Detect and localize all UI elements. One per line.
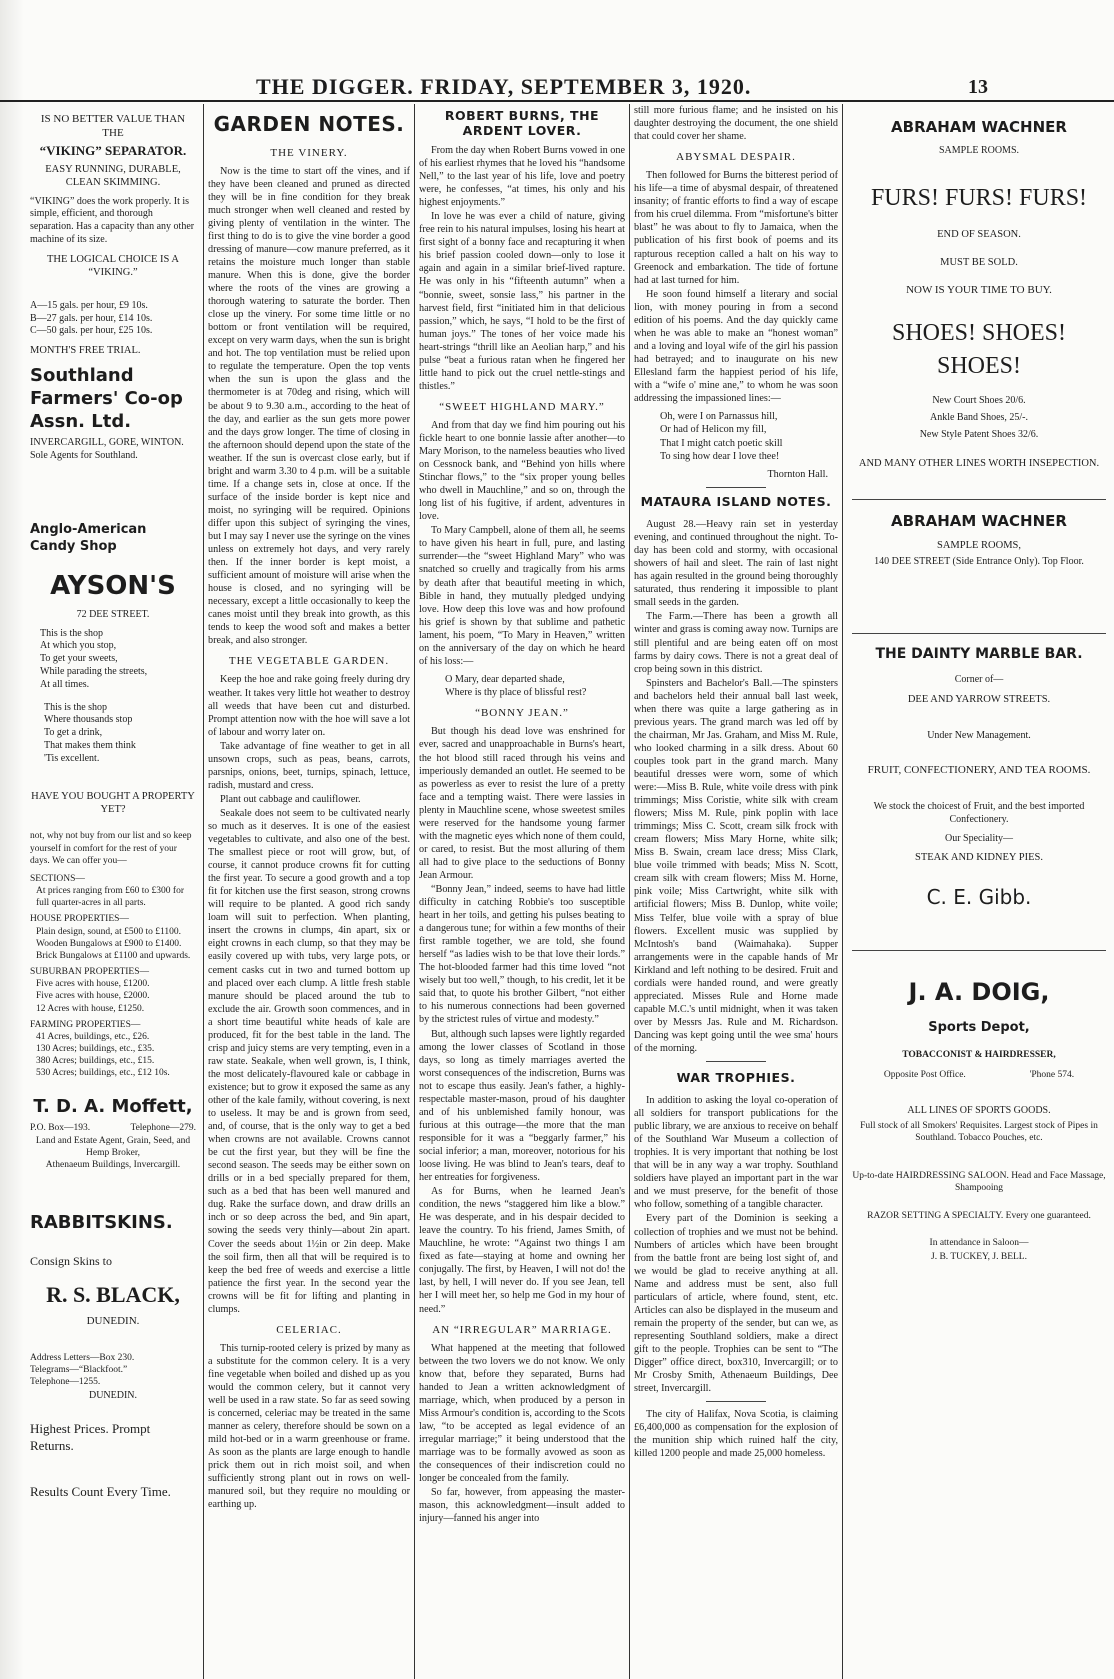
paragraph: still more furious flame; and he insisted on his daughter destroying the document, the one shield that could cover her shame. [634,105,838,143]
column-rule [203,104,204,1679]
paragraph: Plant out cabbage and cauliflower. [220,793,361,805]
viking-tagline: EASY RUNNING, DURABLE, CLEAN SKIMMING. [45,163,181,189]
must-sold: MUST BE SOLD. [940,256,1018,268]
section-subhead: “BONNY JEAN.” [475,707,569,720]
list-item: 41 Acres, buildings, etc., £26. [36,1031,150,1042]
shoes-headline: SHOES! SHOES! SHOES! [891,320,1067,379]
paragraph: Every part of the Dominion is seeking a collection of trophies and we must not be behind. Numbers of articles which have been brought from the battle front are being lost sight of, and we would be glad to receive anything at all. Name and address must be sent, also full particulars of article, where found, stent, etc. Articles can also be displayed in the museum and remain the property of the sender, but can we, as representing Southland soldiers, make a direct gift to the people. Trophies can be sent to “The Digger” office direct, box310, Invercargill; or to Mr Crosby Smith, Athenaeum Buildings, Dee street, Invercargill. [634,1213,838,1395]
divider [706,1401,766,1402]
list-item: Five acres with house, £1200. [36,979,150,990]
free-trial: MONTH'S FREE TRIAL. [30,345,141,357]
masthead [0,74,1114,100]
streets: DEE AND YARROW STREETS. [907,693,1051,705]
paragraph: From the day when Robert Burns vowed in one of his earliest rhymes that he loved his “handsome Nell,” to the last year of his life, love and poetry were, he confesses, “at times, his only and his highest enjoyments.” [419,145,625,209]
verse-line: While parading the streets, [40,666,148,678]
sections-text: At prices ranging from £60 to £300 for full quarter-acres in all parts. [36,886,185,909]
paragraph: And from that day we find him pouring out his fickle heart to one bonnie lassie after another—to Mary Morison, to the nameless beauties who lived on Cessnock bank, and “Behind yon hills where Stinchar flows,” to the “six proper young belles who dwell in Mauchline,” and so on, through the long list of his fugitive, if ardent, adventures in love. [419,419,625,523]
aysons: AYSON'S [50,570,176,601]
verse-line: That makes them think [44,740,136,751]
verse-line: This is the shop [44,701,108,713]
contact-line: Telephone—1255. [30,1377,101,1388]
wachner-name-2: ABRAHAM WACHNER [891,511,1067,530]
time-to-buy: NOW IS YOUR TIME TO BUY. [906,284,1052,297]
moffett-contact [30,1122,196,1134]
suburban-list [30,978,196,1014]
phone: 'Phone 574. [1029,1069,1075,1080]
paragraph: Then followed for Burns the bitterest period of his life—a time of abysmal despair, of threatened insanity; of frantic efforts to find a way of escape from his cruel dilemma. From “misfortune's bitter blast” he was about to fly to Jamaica, when the publication of his first book of poems and its rapturous reception called a halt on his way to Greenock and embarkation. The tide of fortune had at last turned for him. [634,170,838,286]
shoe-line: New Style Patent Shoes 32/6. [919,429,1039,441]
divider [706,1061,766,1062]
paragraph: The Farm.—There has been a growth all winter and grass is coming away now. Turnips are still plentiful and are being eaten off on most farms by dairy cows. There is not a great deal of crop being sown in this district. [634,611,838,675]
consign: Consign Skins to [30,1254,113,1269]
contact-line: Address Letters—Box 230. [30,1352,135,1363]
news-column [634,104,838,1676]
list-item: Brick Bungalows at £1100 and upwards. [36,950,191,961]
verse-line: 'Tis excellent. [44,752,100,764]
farmers-name: Southland Farmers' Co-op Assn. Ltd. [30,364,183,433]
burns-article [419,104,625,1676]
poem-line: Or had of Helicon my fill, [660,424,767,436]
aysons-verse1 [30,628,196,692]
paragraph: Seakale does not seem to be cultivated nearly so much as it deserves. It is one of the easiest vegetables to cultivate, and also one of the best. The smallest piece or root will grow, but, of course, it cannot produce crowns fit for cutting the first year. To secure a good growth and a top fit for kitchen use the first season, strong crowns will require to be planted. A good rich sandy loam will suit to perfection. When planting, insert the crowns in clumps, 4in apart, six or eight crowns in each clump, so that they may be easily covered up with tubs, very large pots, or cement casks cut in two and turned bottom up and placed over each clump. A little fresh stable manure should be placed around the tub to exclude the air. Growth soon commences, and in a short time beautiful white heads of kale are produced, fit for the best table in the land. The crisp and juicy stems are very tempting, even in a raw state. Seakale, when well grown, is, I think, the most delicately-flavoured kale or cabbage in existence; but to grow it exposed the same as any other of the kale family, without covering, is next to useless. It may be and is grown from seed, and, of course, that is the only way to get a bed when crowns are not available. Crowns cannot be cut the first year, but they will be fine the second season. The seeds may be either sown on drills or in a bed specially prepared for them, such as a bed that has been well manured and dug. Rake the surface down, and draw drills an inch or so deep across the bed, and 9in apart, sowing the seeds very thinly—about 2in apart. Cover the seeds about 1½in or 2in deep. Make the soil firm, then all that will be required is to keep the bed free of weeds and exercise a little patience the first year. In the second year the crowns will be fit for lifting and planting in clumps. [208,807,410,1315]
fruit-rooms: FRUIT, CONFECTIONERY, AND TEA ROOMS. [867,763,1091,776]
poem-line: That I might catch poetic skill [660,437,783,449]
corner-of: Corner of— [954,673,1004,685]
viking-name: “VIKING” SEPARATOR. [39,143,187,159]
verse-line: To get a drink, [44,727,103,739]
list-item: Plain design, sound, at £500 to £1100. [36,926,182,937]
farming-list [30,1031,196,1080]
viking-sizes [30,300,196,338]
viking-body: “VIKING” does the work properly. It is simple, efficient, and thorough separation. Has a capacity than any other machine of its size. [30,195,195,246]
gibb-name: C. E. Gibb. [926,884,1032,909]
black-contacts [30,1352,196,1388]
furs-headline: FURS! FURS! FURS! [870,184,1088,211]
verse-line: At all times. [40,678,90,690]
aysons-verse2 [30,702,196,766]
list-item: 530 Acres; buildings, etc., £12 10s. [36,1068,170,1079]
black-name: R. S. BLACK, [46,1282,180,1308]
size-row: C—50 gals. per hour, £25 10s. [30,325,153,337]
many-other-lines: AND MANY OTHER LINES WORTH INSEPECTION. [858,458,1100,470]
column-rule [414,104,415,1679]
page-number: 13 [968,76,988,98]
poem-excerpt [634,410,838,463]
moffett-addr: Athenaeum Buildings, Invercargill. [45,1159,181,1170]
section-subhead: THE VINERY. [270,146,348,159]
viking-intro: IS NO BETTER VALUE THAN THE [40,113,186,140]
list-item: Wooden Bungalows at £900 to £1400. [36,938,182,949]
sample-rooms: SAMPLE ROOMS. [938,145,1020,157]
size-row: B—27 gals. per hour, £14 10s. [30,312,153,324]
right-ad-column [842,104,1114,1676]
opposite-post-office: Opposite Post Office. [883,1069,966,1080]
paragraph: As for Burns, when he learned Jean's condition, the news “staggered him like a blow.” He was desperate, and in his despair decided to leave the country. To his friend, James Smith, of Mauchline, he wrote: “Against two things I am fixed as fate—staying at home and owning her conjugally. The first, by Heaven, I will not do! the last, by hell, I will never do. If you see Jean, tell her I will meet her, so help me God in my hour of need.” [419,1186,625,1315]
end-season: END OF SEASON. [937,229,1021,241]
list-item: 12 Acres with house, £1250. [36,1003,145,1014]
poem-line: Where is thy place of blissful rest? [445,687,587,699]
section-subhead: AN “IRREGULAR” MARRIAGE. [432,1323,612,1336]
poem-line: O Mary, dear departed shade, [445,673,565,685]
masthead-title: THE DIGGER. FRIDAY, SEPTEMBER 3, 1920. [256,74,752,99]
moffett-box: P.O. Box—193. [30,1123,91,1134]
saloon: Up-to-date HAIRDRESSING SALOON. Head and Face Massage, Shampooing [852,1171,1106,1194]
farming-head: FARMING PROPERTIES— [30,1019,141,1030]
paragraph: Keep the hoe and rake going freely during dry weather. It takes very little hot weather to destroy all weeds that have been cut and disturbed. Prompt attention now with the hoe will save a lot of labour and worry later on. [208,674,410,738]
garden-notes-article [208,104,410,1676]
speciality: Our Speciality— [944,832,1014,844]
property-intro: not, why not buy from our list and so keep yourself in comfort for the rest of your days. We can offer you— [30,831,192,866]
attendance: In attendance in Saloon— [929,1237,1029,1248]
shoe-line: Ankle Band Shoes, 25/-. [929,412,1029,424]
smokers: Full stock of all Smokers' Requisites. Largest stock of Pipes in Southland. Tobacco Pouches, etc. [860,1120,1098,1144]
dainty-marble-bar: THE DAINTY MARBLE BAR. [875,645,1083,662]
poem-excerpt [419,673,625,700]
doig-name: J. A. DOIG, [908,978,1050,1007]
steak-pies: STEAK AND KIDNEY PIES. [915,852,1043,864]
list-item: 380 Acres; buildings, etc., £15. [36,1056,155,1067]
black-city2: DUNEDIN. [88,1390,138,1402]
paragraph: But though his dead love was enshrined for ever, sacred and unapproachable in Burns's heart, the hot blood still raced through his veins and imperiously demanded an outlet. He seemed to be as powerless as ever to resist the lure of a pretty face and a tempting waist. There were lassies in plenty in Mauchline scene, whose sweetest smiles were reserved for the handsome young farmer with the magnetic eyes which none of them could, or cared, to resist. But the most alluring of them all had to give place to the seductions of Bonny Jean Armour. [419,726,625,881]
column-rule [629,104,630,1679]
article-heading: MATAURA ISLAND NOTES. [640,494,832,510]
paragraph: Spinsters and Bachelor's Ball.—The spinsters and bachelors held their annual ball last week, when there was quite a large gathering as in previous years. The grand march was led off by the chairman, Mr Jas. Graham, and Miss M. Rule, who looked charming in a silk dress. About 60 couples took part in the grand march. Many beautiful dresses were worn, some of which were:—Miss B. Rule, white voile dress with pink trimmings; Miss Coristie, white silk with cream flowers; Miss M. Rule, pink poplin with lace trimmings; Miss C. Scott, cream silk frock with cream flowers; Miss Mary Horne, white silk; Miss B. Swain, cream lace dress; Miss Clark, blue voile trimmed with beads; Miss N. Scott, cream silk with cream flowers; Miss M. Horne, pink voile; Miss Cartwright, white silk with artificial flowers; Miss B. Dunlop, white voile; Miss Telfer, blue voile with a spray of blue flowers. Excellent music was supplied by McIntosh's band (Waimahaka). Supper arrangements were in the capable hands of Mr Kirkland and left nothing to be desired. Fruit and cordials were handed round, and were greatly appreciated. Misses Rule and Horne made capable M.C.'s until midnight, when it was taken over by Messrs Jas. Rule and M. Richardson. Dancing was kept going until the wee sma' hours of the morning. [634,677,838,1054]
list-item: 130 Acres; buildings, etc., £35. [36,1043,155,1054]
farmers-agents: Sole Agents for Southland. [30,449,138,461]
paragraph: “Bonny Jean,” indeed, seems to have had little difficulty in catching Robbie's too susceptible heart in her toils, and getting his pulses beating to a dangerous tune; for within a few months of their first ramble together, we are told, she found herself “as ladies wish to be that love their lords.” The hot-blooded farmer had this time loved “not wisely but too well,” though, to his credit, let it be said that, to quote his brother Gilbert, “not either to his numerous connections had been governed by the strictest rules of virtue and modesty.” [419,884,625,1026]
paragraph: So far, however, from appeasing the master-mason, this acknowledgment—insult added to injury—fanned his anger into [419,1487,625,1525]
paragraph: Take advantage of fine weather to get in all unsown crops, such as peas, beans, carrots, parsnips, onions, beet, turnips, spinach, lettuce, radish, mustard and cress. [208,740,410,791]
poem-line: To sing how dear I love thee! [660,450,780,462]
section-subhead: ABYSMAL DESPAIR. [676,151,796,164]
candy-shop: Anglo-American Candy Shop [30,522,147,554]
moffett-tel: Telephone—279. [130,1123,196,1134]
size-row: A—15 gals. per hour, £9 10s. [30,299,148,311]
verse-line: To get your sweets, [40,653,118,665]
paragraph: What happened at the meeting that followed between the two lovers we do not know. We only know that, before they separated, Burns had handed to Jean a written acknowledgment of marriage, which, when produced by a person in Miss Armour's condition is, according to the Scots law, “to be accepted as legal evidence of an irregular marriage;” it being understood that the marriage was to be formally avowed as soon as the consequences of their indiscretion could no longer be concealed from the family. [419,1342,625,1485]
results-count: Results Count Every Time. [30,1484,171,1500]
verse-line: At which you stop, [40,640,117,652]
masthead-rule [0,100,1114,102]
section-subhead: “SWEET HIGHLAND MARY.” [439,400,605,413]
paragraph: In love he was ever a child of nature, giving free rein to his natural impulses, losing his heart at first sight of a bonny face and recapturing it when his brief passion cooled down—only to lose it again and again in a similar brief-lived rapture. He was only in his “fifteenth autumn” when a “bonnie, sweet, sonsie lass,” his partner in the harvest field, first “initiated him in that delicious passion,” which, he says, “I hold to be the first of human joys.” The tones of her voice made his heart-strings “thrill like an Aeolian harp,” and his pulse “beat a furious ratan when he fingered her little hand to pick out the cruel nettle-stings and thistles.” [419,211,625,392]
sample-rooms-2: SAMPLE ROOMS, [936,539,1022,551]
verse-line: Where thousands stop [44,714,133,726]
paragraph: In addition to asking the loyal co-operation of all soldiers for transport publications for the public library, we are anxious to receive on behalf of the Southland War Museum a collection of trophies. It is very important that nothing be lost that will be in any way a war trophy. Southland soldiers have played an important part in the war and we must preserve, for the benefit of those who follow, something of a tangible character. [634,1095,838,1211]
shoe-prices [852,392,1106,443]
article-heading: GARDEN NOTES. [213,112,405,136]
moffett-name: T. D. A. Moffett, [33,1096,193,1118]
poem-credit: Thornton Hall. [767,469,828,481]
black-city: DUNEDIN. [86,1314,140,1327]
list-item: Five acres with house, £2000. [36,991,150,1002]
paragraph: But, although such lapses were lightly regarded among the lower classes of Scotland in those days, so long as timely marriages averted the worst consequences of the indiscretion, Burns was not to escape thus easily. Jean's father, a highly-respectable master-mason, proud of his daughter and of his unblemished family honour, was furious at this outrage—the more that the man responsible for it was a “beggarly farmer,” his social inferior; a man, moreover, notorious for his loose living. He was blind to Jean's tears, deaf to her entreaties for forgiveness. [419,1028,625,1184]
divider [852,633,1106,634]
left-ad-column [0,104,202,1676]
divider [852,950,1106,951]
viking-choice: THE LOGICAL CHOICE IS A “VIKING.” [46,253,180,279]
paragraph: August 28.—Heavy rain set in yesterday evening, and continued throughout the night. To-day has been cold and stormy, with occasional showers of hail and sleet. The rain of last night has again resulted in the ground being thoroughly saturated, thus rendering it impossible to plant small seeds in the garden. [634,519,838,609]
property-head: HAVE YOU BOUGHT A PROPERTY YET? [31,790,195,816]
shoe-line: New Court Shoes 20/6. [932,395,1026,407]
aysons-address: 72 DEE STREET. [76,608,150,620]
sports-depot: Sports Depot, [928,1020,1030,1036]
house-head: HOUSE PROPERTIES— [30,914,129,925]
doig-contact [852,1069,1106,1081]
all-lines: ALL LINES OF SPORTS GOODS. [907,1105,1051,1117]
contact-line: Telegrams—“Blackfoot.” [30,1364,128,1375]
wachner-name: ABRAHAM WACHNER [891,118,1067,136]
suburban-head: SUBURBAN PROPERTIES— [30,967,149,978]
verse-line: This is the shop [40,627,104,639]
paragraph: This turnip-rooted celery is prized by many as a substitute for the common celery. It is a very fine vegetable when boiled and dished up as you would the common celery, but it cannot very well be used in a raw state. So far as seed sowing is concerned, celeriac may be treated in the same manner as celery, therefore should be sown on a mild hot-bed or in a warm greenhouse or frame. As soon as the plants are large enough to handle prick them out in rich moist soil, and when sufficiently strong plant out in rows on well-manured soil, but they require no moulding or earthing up. [208,1342,410,1511]
new-management: Under New Management. [927,730,1031,742]
section-subhead: THE VEGETABLE GARDEN. [228,655,390,668]
tobacconist: TOBACCONIST & HAIRDRESSER, [902,1049,1056,1060]
divider [706,487,766,488]
wachner-address: 140 DEE STREET (Side Entrance Only). Top Floor. [874,556,1084,568]
paragraph: To Mary Campbell, alone of them all, he seems to have given his heart in full, pure, and lasting surrender—the “sweet Highland Mary” who was snatched so cruelly and tragically from his arms by death after that beautiful meeting in which, Bible in hand, they mutually pledged undying love. How deep this love was and how profound his grief is shown by that sublime and pathetic lament, his poem, “To Mary in Heaven,” written on the anniversary of the day on which he heard of his loss:— [419,525,625,667]
paragraph: He soon found himself a literary and social lion, with money pouring in from a second edition of his poems. And the day quickly came when he was able to make an “honest woman” and a loving and loyal wife of the girl his passion had betrayed; and to inaugurate on his new Ellesland farm the happiest period of his life, with a “wife o' mine ane,” to whom he was soon addressing the impassioned lines:— [634,288,838,405]
section-subhead: CELERIAC. [276,1323,342,1336]
paragraph: Now is the time to start off the vines, and if they have been cleaned and pruned as directed they will be in fine condition for they break much stronger when well cleaned and rested by giving plenty of ventilation in the winter. The first thing to do is to give the vine border a good dressing of manure—cow manure preferred, as it retains the moisture much longer than stable manure. When this is done, give the border where the roots of the vines are growing a thorough watering to saturate the border. Then close up the vinery. For some time little or no bottom or front ventilation will be required, except on very warm days, when the sun is bright and hot. The top ventilation must be relied upon to regulate the temperature. Open the top vents when the sun is upon the glass and the thermometer is at 70deg and rising, which will be about 9 to 9.30 a.m., according to the heat of the day, and earlier as the sun gets more power and the days grow longer. The time of closing in the afternoon should depend upon the state of the weather. If the sun is overcast close early, but if bright and warm 3.30 to 4 p.m. will be a suitable time. If a change sets in, close at once. If the surface of the inside border is kept nice and moist, no syringing will be required. Opinions differ upon this subject of syringing the vines, but I may say I never use the syringe on the vines unless on extremely hot days, and very rarely then. If the inner border is kept moist, a sufficient amount of moisture will arise when the house is closed, and no syringing will be necessary, except a little occasionally to keep the canes moist until they break into growth, as this tends to keep the wood soft and makes a better break, and also stronger. [208,165,410,647]
sections-head: SECTIONS— [30,873,85,884]
poem-line: Oh, were I on Parnassus hill, [660,411,778,423]
staff-names: J. B. TUCKEY, J. BELL. [931,1251,1027,1262]
rabbitskins: RABBITSKINS. [30,1212,173,1234]
razor: RAZOR SETTING A SPECIALTY. Every one guaranteed. [867,1211,1091,1222]
divider [852,499,1106,500]
paragraph: The city of Halifax, Nova Scotia, is claiming £6,400,000 as compensation for the explosion of the munition ship which ruined half the city, killed 1200 people and made 25,000 homeless. [634,1409,838,1460]
moffett-trade: Land and Estate Agent, Grain, Seed, and Hemp Broker, [35,1135,191,1158]
house-list [30,926,196,962]
article-heading: WAR TROPHIES. [676,1070,796,1086]
article-heading: ROBERT BURNS, THE ARDENT LOVER. [444,108,600,138]
stock-text: We stock the choicest of Fruit, and the best imported Confectionery. [873,800,1085,825]
farmers-towns: INVERCARGILL, GORE, WINTON. [30,436,184,448]
highest-prices: Highest Prices. Prompt Returns. [30,1420,151,1453]
